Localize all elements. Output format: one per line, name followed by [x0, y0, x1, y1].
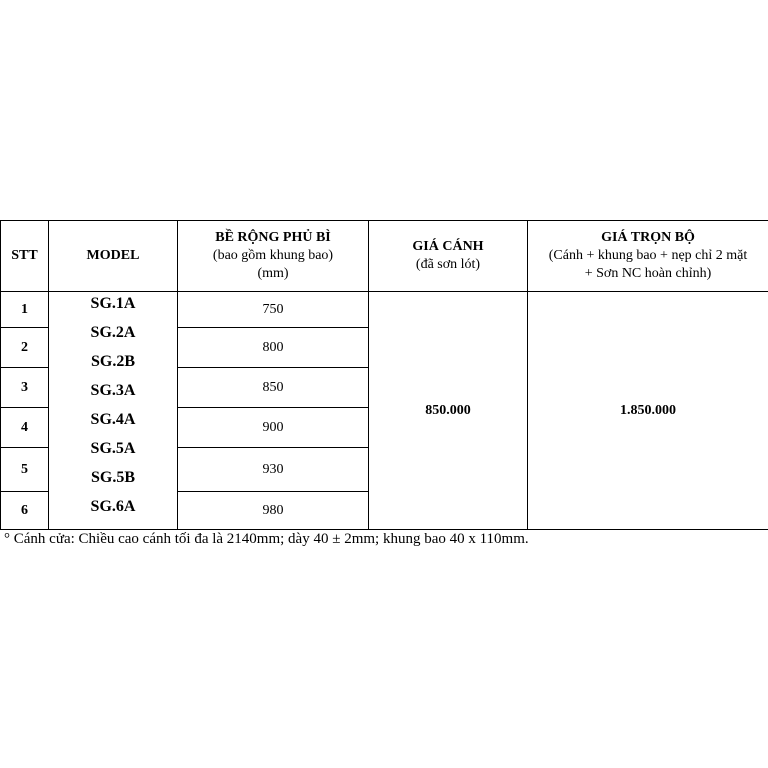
- footnote: ° Cánh cửa: Chiều cao cánh tối đa là 2140mm; dày 40 ± 2mm; khung bao 40 x 110mm.: [4, 531, 529, 547]
- header-width: [178, 221, 369, 292]
- header-width-label: BỀ RỘNG PHỦ BÌ: [215, 230, 331, 245]
- header-set-price-label: GIÁ TRỌN BỘ: [601, 230, 695, 245]
- stt-cell: 2: [1, 328, 49, 368]
- stt-cell: 1: [1, 292, 49, 328]
- header-width-unit: (mm): [257, 266, 289, 281]
- model-item: SG.4A: [90, 411, 136, 428]
- header-door-price: [369, 221, 528, 292]
- header-set-price: [528, 221, 768, 292]
- price-table: [0, 220, 768, 530]
- model-item: SG.6A: [90, 498, 136, 515]
- table-header-row: [1, 221, 768, 292]
- model-item: SG.2B: [90, 353, 135, 370]
- header-door-price-label: GIÁ CÁNH: [412, 239, 484, 254]
- model-item: SG.2A: [90, 324, 136, 341]
- door-price-cell: 850.000: [369, 292, 528, 530]
- model-list: [49, 292, 177, 529]
- model-item: SG.3A: [90, 382, 136, 399]
- model-item: SG.5B: [90, 469, 135, 486]
- width-cell: 800: [178, 328, 369, 368]
- width-cell: 850: [178, 368, 369, 408]
- stt-cell: 5: [1, 448, 49, 492]
- header-stt: [1, 221, 49, 292]
- set-price-cell: 1.850.000: [528, 292, 768, 530]
- header-set-price-note-2: + Sơn NC hoàn chỉnh): [584, 266, 712, 281]
- header-stt-label: STT: [11, 248, 38, 263]
- stt-cell: 4: [1, 408, 49, 448]
- stt-cell: 6: [1, 492, 49, 530]
- model-item: SG.5A: [90, 440, 136, 457]
- width-cell: 750: [178, 292, 369, 328]
- width-cell: 900: [178, 408, 369, 448]
- width-cell: 930: [178, 448, 369, 492]
- width-cell: 980: [178, 492, 369, 530]
- header-width-note: (bao gồm khung bao): [212, 248, 334, 263]
- model-item: SG.1A: [90, 295, 136, 312]
- header-model-label: MODEL: [86, 248, 140, 263]
- header-model: [49, 221, 178, 292]
- header-door-price-note: (đã sơn lót): [415, 257, 481, 272]
- header-set-price-note-1: (Cánh + khung bao + nẹp chỉ 2 mặt: [548, 248, 748, 263]
- stt-cell: 3: [1, 368, 49, 408]
- table-row: [1, 292, 768, 328]
- model-column: [49, 292, 178, 530]
